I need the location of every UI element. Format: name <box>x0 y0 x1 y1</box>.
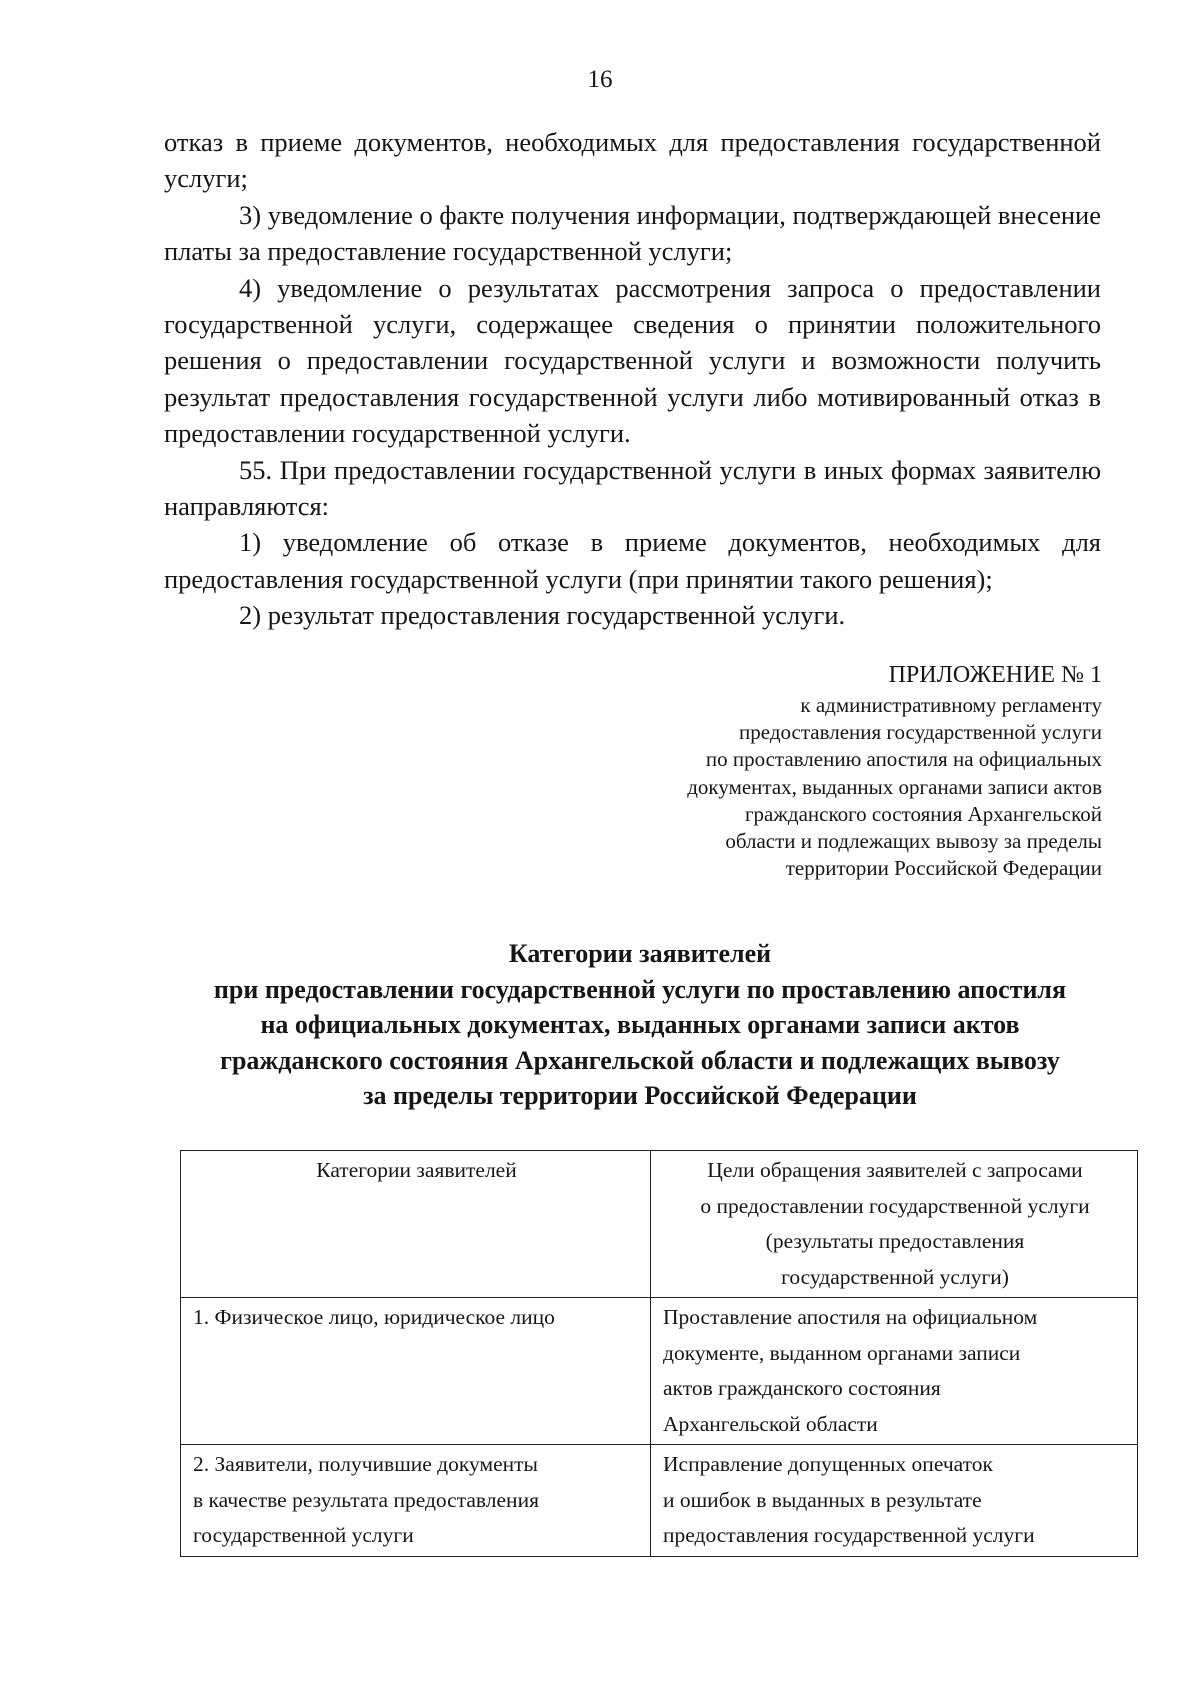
heading-line: при предоставлении государственной услуги по проставлению апостиля <box>213 974 1067 1004</box>
paragraph-item-4: 4) уведомление о результатах рассмотрения запроса о предоставлении государственной услуги, содержащее сведения о принятии положительного решения о предоставлении государственной услуги и возможности получить результат предоставления государственной услуги либо мотивированный отказ в предоставлении государственной услуги. <box>164 272 1101 449</box>
table-cell-goal <box>651 1445 1138 1557</box>
table-header-row <box>181 1151 1138 1298</box>
table-row <box>181 1445 1138 1557</box>
appendix-line: предоставления государственной услуги <box>739 720 1102 745</box>
cell-text: актов гражданского состояния <box>663 1376 941 1400</box>
header-text: Цели обращения заявителей с запросами <box>707 1158 1083 1182</box>
header-text: (результаты предоставления <box>765 1229 1025 1253</box>
paragraph-item-2: 2) результат предоставления государственной услуги. <box>239 600 846 631</box>
cell-text: Проставление апостиля на официальном <box>663 1305 1038 1329</box>
appendix-line: по проставлению апостиля на официальных <box>705 747 1102 772</box>
page-number: 16 <box>587 66 613 93</box>
table-cell-category <box>181 1445 651 1557</box>
cell-text: Исправление допущенных опечаток <box>663 1452 993 1476</box>
cell-text: и ошибок в выданных в результате <box>663 1487 982 1512</box>
paragraph-55: 55. При предоставлении государственной услуги в иных формах заявителю направляются: <box>164 454 1101 522</box>
body-text <box>164 124 1101 634</box>
appendix-title: ПРИЛОЖЕНИЕ № 1 <box>888 662 1102 688</box>
appendix-line: области и подлежащих вывозу за пределы <box>725 829 1102 854</box>
header-text: государственной услуги) <box>781 1264 1009 1289</box>
cell-text: в качестве результата предоставления <box>193 1487 539 1512</box>
table-cell-category <box>181 1298 651 1445</box>
applicant-categories-table <box>180 1150 1138 1557</box>
appendix-line: к административному регламенту <box>800 693 1102 717</box>
cell-text: 1. Физическое лицо, юридическое лицо <box>193 1305 555 1329</box>
cell-text: документе, выданном органами записи <box>663 1340 1021 1365</box>
column-header-categories <box>181 1151 651 1298</box>
column-header-goals <box>651 1151 1138 1298</box>
header-text: о предоставлении государственной услуги <box>700 1193 1090 1218</box>
appendix-line: гражданского состояния Архангельской <box>744 801 1102 826</box>
table-row <box>181 1298 1138 1445</box>
heading-line: гражданского состояния Архангельской области и подлежащих вывозу <box>220 1045 1060 1075</box>
table-cell-goal <box>651 1298 1138 1445</box>
cell-text: 2. Заявители, получившие документы <box>193 1452 538 1476</box>
appendix-line: документах, выданных органами записи актов <box>687 774 1102 799</box>
cell-text: Архангельской области <box>663 1411 878 1436</box>
section-heading <box>120 936 1160 1114</box>
heading-line: Категории заявителей <box>508 939 772 968</box>
cell-text: предоставления государственной услуги <box>663 1523 1035 1547</box>
paragraph-continuation: отказ в приеме документов, необходимых для предоставления государственной услуги; <box>164 127 1101 194</box>
appendix-block <box>560 660 1102 882</box>
heading-line: за пределы территории Российской Федерации <box>363 1081 917 1110</box>
header-text: Категории заявителей <box>316 1158 517 1182</box>
appendix-line: территории Российской Федерации <box>785 856 1102 881</box>
paragraph-item-3: 3) уведомление о факте получения информации, подтверждающей внесение платы за предоставление государственной услуги; <box>164 199 1101 267</box>
paragraph-item-1: 1) уведомление об отказе в приеме документов, необходимых для предоставления государственной услуги (при принятии такого решения); <box>164 527 1101 594</box>
heading-line: на официальных документах, выданных органами записи актов <box>260 1010 1020 1039</box>
cell-text: государственной услуги <box>193 1523 414 1547</box>
